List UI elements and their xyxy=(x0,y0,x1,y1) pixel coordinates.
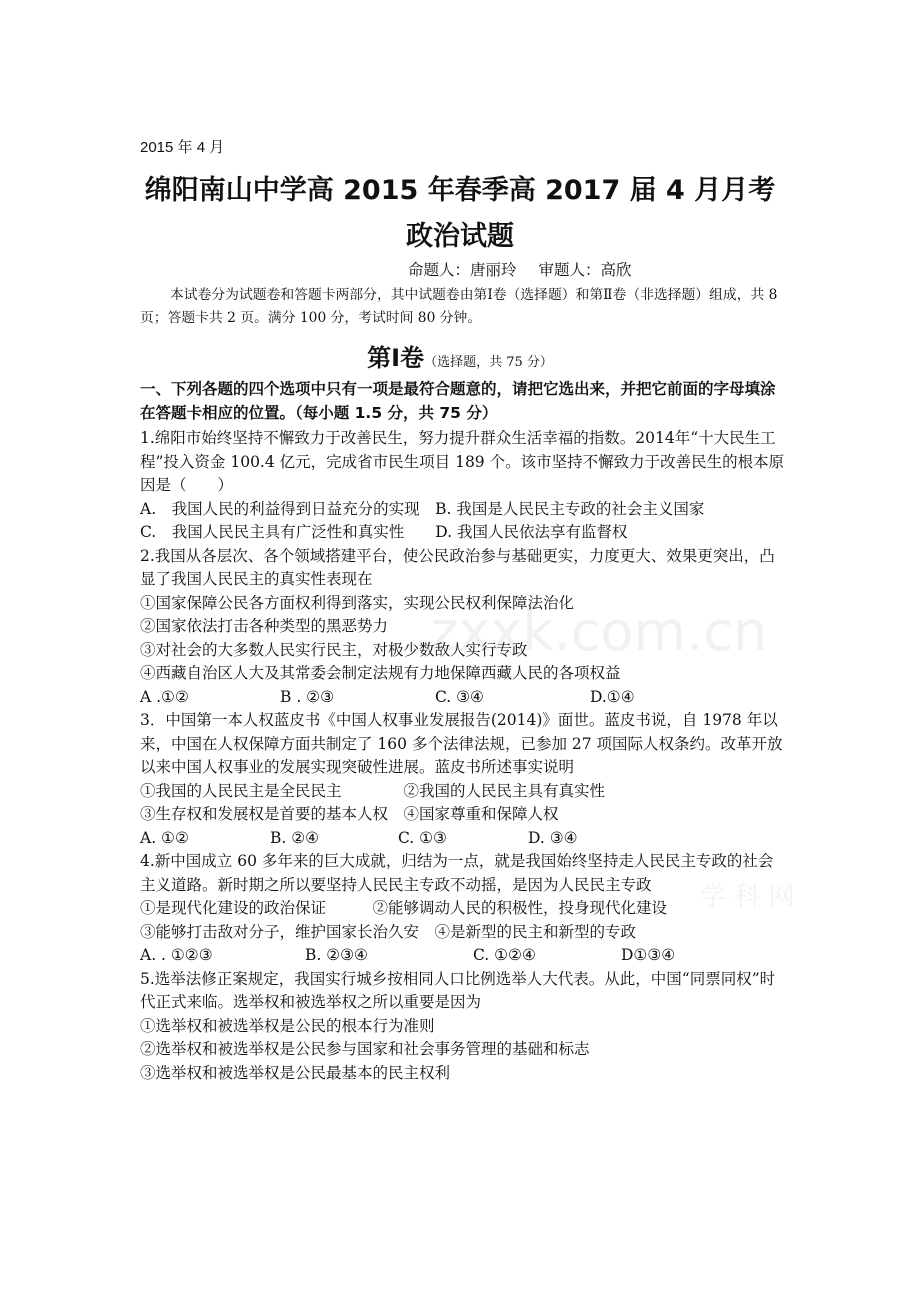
question-line: A. 我国人民的利益得到日益充分的实现 B. 我国是人民民主专政的社会主义国家 xyxy=(140,499,705,518)
option-a: A .①② xyxy=(140,687,189,706)
intro-text: 本试卷分为试题卷和答题卡两部分，其中试题卷由第Ⅰ卷（选择题）和第Ⅱ卷（非选择题）组成，共 8 页；答题卡共 2 页。满分 100 分，考试时间 80 分钟。 xyxy=(140,287,778,326)
question-5 xyxy=(140,968,785,1086)
question-line: ③能够打击敌对分子，维护国家长治久安 ④是新型的民主和新型的专政 xyxy=(140,922,637,941)
question-line: ②选举权和被选举权是公民参与国家和社会事务管理的基础和标志 xyxy=(140,1040,590,1058)
option-c: C. ①②④ xyxy=(473,946,536,964)
option-d: D①③④ xyxy=(621,946,676,964)
option-a: A. ①② xyxy=(140,828,189,847)
exam-date: 2015 年 4 月 xyxy=(140,139,225,156)
question-line: ③选举权和被选举权是公民最基本的民主权利 xyxy=(140,1063,451,1082)
question-1 xyxy=(140,427,785,545)
exam-subtitle: 政治试题 xyxy=(406,221,514,252)
setter-name: 命题人：唐丽玲 xyxy=(408,261,517,279)
question-line: ①国家保障公民各方面权利得到落实，实现公民权利保障法治化 xyxy=(140,593,575,612)
question-stem: 1.绵阳市始终坚持不懈致力于改善民生，努力提升群众生活幸福的指数。2014年“十大民生工程”投入资金 100.4 亿元，完成省市民生项目 189 个。该市坚持不懈致力于改善民生的根本原因是（ ） xyxy=(140,429,785,494)
part-heading xyxy=(0,338,920,373)
exam-intro xyxy=(140,284,782,330)
part-title: 第Ⅰ卷 xyxy=(367,344,425,372)
question-line: ①我国的人民民主是全民民主 ②我国的人民民主具有真实性 xyxy=(140,781,606,800)
question-stem: 2.我国从各层次、各个领域搭建平台，使公民政治参与基础更实，力度更大、效果更突出，凸显了我国人民民主的真实性表现在 xyxy=(140,546,775,588)
question-list xyxy=(140,427,785,1085)
question-4 xyxy=(140,850,785,968)
watermark: 学 科 网 xyxy=(700,882,795,912)
question-2 xyxy=(140,545,785,710)
section-heading: 一、下列各题的四个选项中只有一项是最符合题意的，请把它选出来，并把它前面的字母填涂在答题卡相应的位置。（每小题 1.5 分，共 75 分） xyxy=(140,380,776,422)
question-line: ③对社会的大多数人民实行民主，对极少数敌人实行专政 xyxy=(140,640,528,659)
answer-options xyxy=(140,944,785,968)
question-3 xyxy=(140,709,785,850)
part-note: （选择题，共 75 分） xyxy=(424,355,553,370)
answer-options xyxy=(140,827,785,851)
option-d: D. ③④ xyxy=(528,828,578,847)
question-line: ③生存权和发展权是首要的基本人权 ④国家尊重和保障人权 xyxy=(140,805,559,823)
option-b: B . ②③ xyxy=(280,687,334,706)
question-line: ②国家依法打击各种类型的黑恶势力 xyxy=(140,617,389,635)
reviewer-name: 审题人：高欣 xyxy=(538,261,632,279)
option-a: A. . ①②③ xyxy=(140,946,213,964)
question-line: ①是现代化建设的政治保证 ②能够调动人民的积极性，投身现代化建设 xyxy=(140,899,668,917)
question-line: ①选举权和被选举权是公民的根本行为准则 xyxy=(140,1016,435,1035)
option-b: B. ②③④ xyxy=(305,946,368,964)
setter-line xyxy=(408,258,654,280)
option-b: B. ②④ xyxy=(270,828,320,847)
question-stem: 3．中国第一本人权蓝皮书《中国人权事业发展报告(2014)》面世。蓝皮书说，自 1978 年以来，中国在人权保障方面共制定了 160 多个法律法规，已参加 27 项国际人权条约。改革开放以来中国人权事业的发展实现突破性进展。蓝皮书所述事实说明 xyxy=(140,711,783,776)
exam-title: 绵阳南山中学高 2015 年春季高 2017 届 4 月月考 xyxy=(144,175,776,206)
question-line: C. 我国人民民主具有广泛性和真实性 D. 我国人民依法享有监督权 xyxy=(140,523,628,541)
question-stem: 5.选举法修正案规定，我国实行城乡按相同人口比例选举人大代表。从此，中国“同票同权”时代正式来临。选举权和被选举权之所以重要是因为 xyxy=(140,969,776,1011)
option-d: D.①④ xyxy=(590,687,635,706)
question-stem: 4.新中国成立 60 多年来的巨大成就，归结为一点，就是我国始终坚持走人民民主专政的社会主义道路。新时期之所以要坚持人民民主专政不动摇，是因为人民民主专政 xyxy=(140,852,774,894)
answer-options xyxy=(140,686,785,710)
option-c: C. ③④ xyxy=(435,687,484,706)
question-line: ④西藏自治区人大及其常委会制定法规有力地保障西藏人民的各项权益 xyxy=(140,664,621,682)
option-c: C. ①③ xyxy=(398,828,447,847)
watermark: zxxk.com.cn xyxy=(430,600,768,663)
